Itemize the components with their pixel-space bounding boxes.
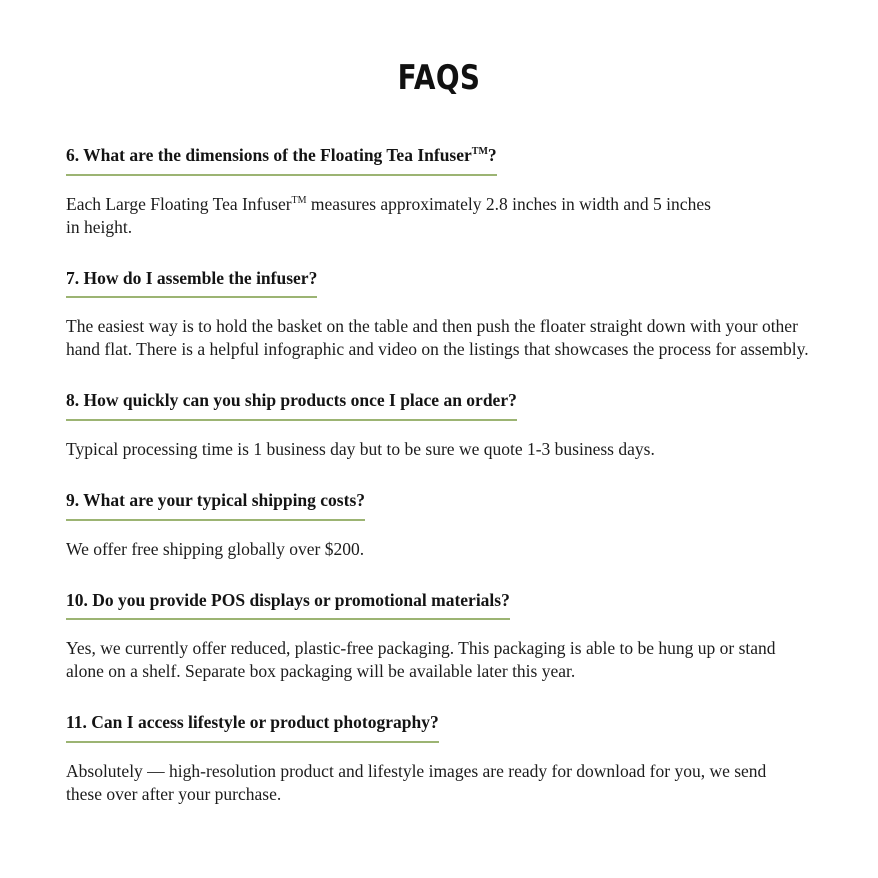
faq-list <box>66 144 812 806</box>
trademark-mark: TM <box>291 194 307 206</box>
faq-answer-text: We offer free shipping globally over $200. <box>66 538 365 559</box>
faq-question <box>66 489 365 521</box>
faq-answer <box>66 438 812 461</box>
faq-question <box>66 389 517 421</box>
faq-answer <box>66 637 808 683</box>
faq-question <box>66 589 510 621</box>
faq-question-text: 11. Can I access lifestyle or product photography? <box>66 712 439 733</box>
faq-question <box>66 144 497 176</box>
faq-question-text: 9. What are your typical shipping costs? <box>66 489 366 510</box>
faq-question <box>66 267 317 299</box>
faq-answer-text: Absolutely — high-resolution product and lifestyle images are ready for download for you, we send these over after your purchase. <box>66 760 767 804</box>
faq-answer-text: The easiest way is to hold the basket on the table and then push the floater straight down with your other hand flat. There is a helpful infographic and video on the listings that showcases the process for assembly. <box>66 316 809 360</box>
faq-item <box>66 267 812 362</box>
faq-item <box>66 711 812 806</box>
faq-question <box>66 711 439 743</box>
faq-question-suffix: ? <box>487 145 497 165</box>
faq-question-text: 10. Do you provide POS displays or promotional materials? <box>66 589 510 610</box>
faq-answer-suffix: measures approximately 2.8 inches in width and 5 inches in height. <box>66 193 711 237</box>
faq-item <box>66 489 812 561</box>
faq-question-text: 7. How do I assemble the infuser? <box>66 267 318 288</box>
faq-question-text: 6. What are the dimensions of the Floating Tea Infuser <box>66 145 472 165</box>
faq-answer-text: Each Large Floating Tea Infuser <box>66 193 292 214</box>
page-title: FAQS <box>397 58 481 98</box>
trademark-mark: TM <box>471 146 488 158</box>
faq-answer <box>66 193 726 239</box>
faq-answer-text: Typical processing time is 1 business day but to be sure we quote 1-3 business days. <box>66 438 655 459</box>
faq-answer-text: Yes, we currently offer reduced, plastic-free packaging. This packaging is able to be hung up or stand alone on a shelf. Separate box packaging will be available later this year. <box>66 638 776 682</box>
faq-item <box>66 589 812 684</box>
faq-answer <box>66 315 812 361</box>
faq-answer <box>66 538 812 561</box>
faq-question-text: 8. How quickly can you ship products once I place an order? <box>66 390 517 411</box>
faq-answer <box>66 760 806 806</box>
faq-item <box>66 144 812 239</box>
faq-item <box>66 389 812 461</box>
